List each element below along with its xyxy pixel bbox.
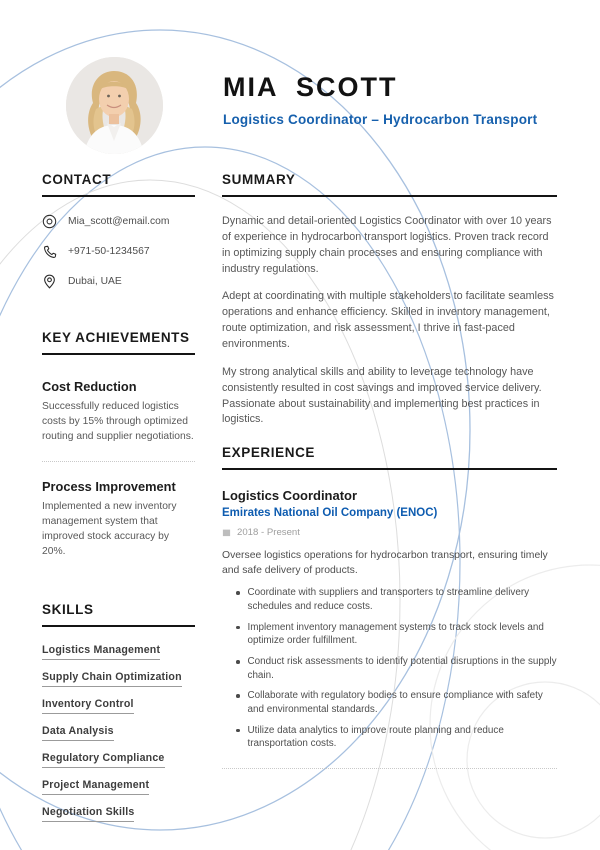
- skill-item: Supply Chain Optimization: [42, 671, 182, 687]
- contact-email-value: Mia_scott@email.com: [68, 216, 170, 227]
- skill-item: Negotiation Skills: [42, 806, 134, 822]
- phone-icon: [42, 244, 57, 259]
- email-icon: [42, 214, 57, 229]
- job-bullet: Utilize data analytics to improve route planning and reduce transportation costs.: [222, 724, 557, 751]
- achievements-rule: [42, 353, 195, 355]
- skills-rule: [42, 625, 195, 627]
- bullet-dot: [236, 660, 240, 664]
- job-company: Emirates National Oil Company (ENOC): [222, 507, 438, 520]
- achievement-description: Implemented a new inventory management system that improved stock accuracy by 20%.: [42, 500, 177, 557]
- achievement-item: [42, 479, 195, 560]
- contact-phone-value: +971-50-1234567: [68, 246, 150, 257]
- achievements-divider: [42, 461, 195, 462]
- bullet-dot: [236, 591, 240, 595]
- bullet-dot: [236, 694, 240, 698]
- experience-rule: [222, 468, 557, 470]
- skill-item: Logistics Management: [42, 644, 160, 660]
- profile-photo-illustration: [66, 57, 163, 154]
- candidate-name: MIA SCOTT: [223, 72, 398, 102]
- achievement-title: Process Improvement: [42, 478, 176, 494]
- left-column: [42, 172, 195, 833]
- contact-item-phone: [42, 244, 195, 259]
- right-column: [222, 172, 557, 833]
- experience-section: [222, 445, 557, 769]
- contact-heading: CONTACT: [42, 172, 112, 187]
- job-description: Oversee logistics operations for hydrocarbon transport, ensuring timely and safe delivery of products.: [222, 550, 548, 577]
- summary-paragraph: Adept at coordinating with multiple stakeholders to facilitate seamless operations and enhance efficiency. Skilled in inventory management, route optimization, and risk assessment, I thrive in fast-paced environments.: [222, 290, 554, 351]
- summary-heading: SUMMARY: [222, 172, 296, 187]
- summary-rule: [222, 195, 557, 197]
- profile-photo: [66, 57, 163, 154]
- skill-item: Regulatory Compliance: [42, 752, 165, 768]
- job-bullet: Conduct risk assessments to identify potential disruptions in the supply chain.: [222, 655, 557, 682]
- contact-section: [42, 172, 195, 289]
- contact-location-value: Dubai, UAE: [68, 276, 122, 287]
- contact-rule: [42, 195, 195, 197]
- experience-divider: [222, 768, 557, 769]
- summary-paragraph: Dynamic and detail-oriented Logistics Coordinator with over 10 years of experience in hydrocarbon transport logistics. Proven track record in optimizing supply chain processes and ensuring compliance with industry regulations.: [222, 215, 552, 275]
- job-dates-text: 2018 - Present: [237, 527, 300, 539]
- contact-item-location: [42, 274, 195, 289]
- bullet-dot: [236, 729, 240, 733]
- achievements-section: [42, 330, 195, 559]
- summary-section: [222, 172, 557, 428]
- achievement-item: [42, 379, 195, 445]
- experience-heading: EXPERIENCE: [222, 445, 316, 461]
- job-title: Logistics Coordinator: [222, 488, 358, 504]
- job-bullet: Coordinate with suppliers and transporters to streamline delivery schedules and reduce costs.: [222, 586, 557, 613]
- skill-item: Inventory Control: [42, 698, 134, 714]
- header: [223, 74, 537, 127]
- skill-item: Data Analysis: [42, 725, 114, 741]
- job-bullet: Implement inventory management systems to track stock levels and optimize order fulfillment.: [222, 621, 557, 648]
- skills-heading: SKILLS: [42, 602, 94, 618]
- content-columns: [42, 172, 557, 833]
- job-bullet: Collaborate with regulatory bodies to ensure compliance with safety and environmental standards.: [222, 689, 557, 716]
- bullet-dot: [236, 626, 240, 630]
- achievement-description: Successfully reduced logistics costs by 15% through optimized routing and supplier negotiations.: [42, 401, 194, 442]
- job-bullet-list: [222, 586, 557, 751]
- location-pin-icon: [42, 274, 57, 289]
- skills-section: [42, 602, 195, 822]
- job-dates: [222, 527, 557, 538]
- candidate-title: Logistics Coordinator – Hydrocarbon Transport: [223, 112, 538, 127]
- calendar-icon: [222, 528, 231, 537]
- contact-item-email: [42, 214, 195, 229]
- summary-paragraph: My strong analytical skills and ability to leverage technology have consistently resulted in cost savings and improved service delivery. Passionate about sustainability and implementing best practices in logistics.: [222, 365, 542, 426]
- achievement-title: Cost Reduction: [42, 379, 137, 394]
- job-entry: [222, 488, 557, 769]
- skill-item: Project Management: [42, 779, 149, 795]
- achievements-heading: KEY ACHIEVEMENTS: [42, 330, 190, 345]
